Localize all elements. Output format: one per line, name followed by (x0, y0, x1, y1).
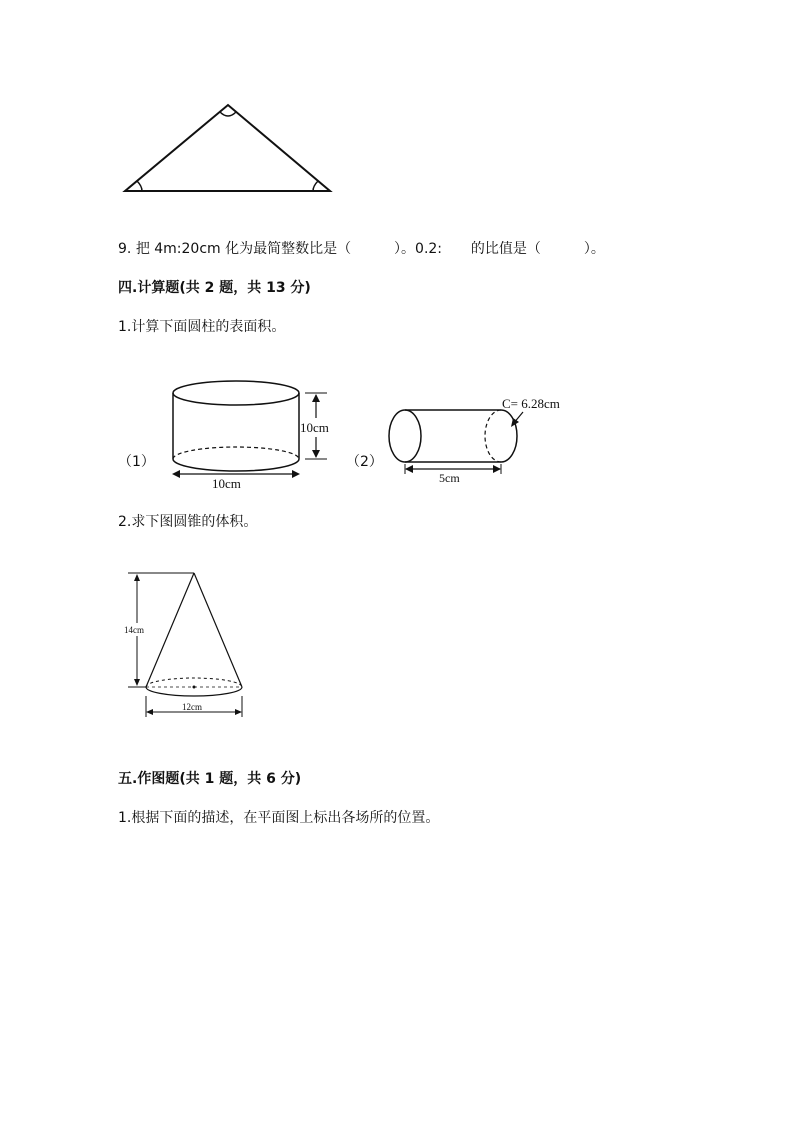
cylinder-figure-2 (385, 392, 575, 487)
cone-height-label: 14cm (124, 625, 144, 635)
cylinder-1-bottom-back (173, 447, 299, 459)
question-9 (118, 240, 605, 258)
cylinder-2-left-end (389, 410, 421, 462)
section-5-title: 五.作图题(共 1 题，共 6 分) (118, 771, 302, 787)
cylinder-1-height-label: 10cm (300, 420, 329, 435)
question-9-part4: ）。 (583, 241, 605, 257)
cylinder-2-circumference-label: C= 6.28cm (502, 396, 560, 411)
cylinder-2-length-label: 5cm (439, 471, 460, 485)
cone-right-slant (194, 573, 242, 687)
cylinder-2-arrowhead-right (493, 465, 501, 473)
cone-diameter-label: 12cm (182, 702, 202, 712)
cylinder-1-arrowhead-down (312, 450, 320, 458)
cone-figure (120, 565, 260, 725)
cone-left-slant (146, 573, 194, 687)
triangle-shape (125, 105, 330, 191)
cone-height-arrowhead-up (134, 574, 140, 581)
cylinder-1-diameter-label: 10cm (212, 476, 241, 491)
question-9-part1: 把 4m:20cm 化为最简整数比是（ (135, 241, 352, 257)
section-4-question-1: 1.计算下面圆柱的表面积。 (118, 319, 286, 335)
cylinder-1-arrowhead-right (292, 470, 300, 478)
question-9-number: 9. (118, 241, 132, 257)
cylinder-1-arrowhead-left (172, 470, 180, 478)
triangle-figure (120, 100, 340, 200)
angle-mark-left (137, 181, 142, 191)
cone-center-point (193, 686, 196, 689)
cylinder-1-arrowhead-up (312, 394, 320, 402)
question-9-part3: 的比值是（ (470, 241, 541, 257)
section-5-question-1: 1.根据下面的描述，在平面图上标出各场所的位置。 (118, 810, 440, 826)
cylinder-2-right-end-back (485, 410, 501, 462)
section-4-question-2: 2.求下图圆锥的体积。 (118, 514, 258, 530)
cone-height-arrowhead-down (134, 679, 140, 686)
cylinder-2-arrowhead-left (405, 465, 413, 473)
cone-diameter-arrowhead-left (146, 709, 153, 715)
cone-diameter-arrowhead-right (235, 709, 242, 715)
question-9-part2: ）。0.2: (394, 241, 443, 257)
figure-2-label: （2） (346, 454, 383, 470)
section-4-title: 四.计算题(共 2 题，共 13 分) (118, 280, 311, 296)
cylinder-figure-1 (160, 375, 350, 495)
angle-mark-top (220, 112, 236, 116)
cylinder-2-right-end-front (501, 410, 517, 462)
cylinder-1-top (173, 381, 299, 405)
figure-1-label: （1） (118, 454, 155, 470)
cylinder-1-bottom-front (173, 459, 299, 471)
angle-mark-right (313, 181, 318, 191)
